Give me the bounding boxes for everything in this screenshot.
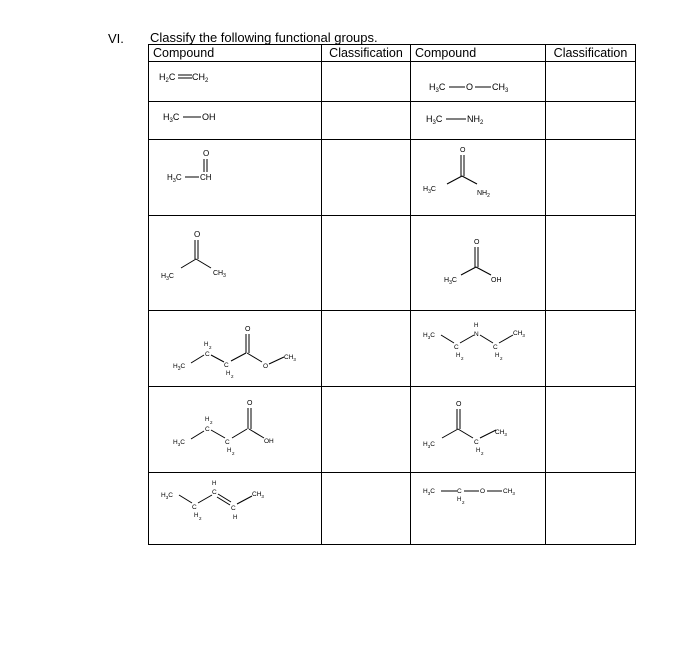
svg-text:2: 2 (209, 345, 212, 350)
dimethyl-ether-structure (411, 62, 545, 101)
header-classification-left: Classification (322, 45, 411, 62)
svg-text:2: 2 (210, 420, 213, 425)
table-row (149, 140, 636, 216)
classification-cell[interactable] (546, 387, 636, 473)
classification-cell[interactable] (546, 216, 636, 311)
svg-text:O: O (245, 326, 251, 333)
table-row (149, 102, 636, 140)
compound-cell (411, 387, 546, 473)
compound-cell (411, 473, 546, 545)
classification-cell[interactable] (322, 387, 411, 473)
ethene-structure (149, 62, 321, 101)
compound-cell (149, 473, 322, 545)
svg-text:H3C: $H_3C$ (163, 112, 180, 124)
table-row (149, 473, 636, 545)
compound-cell (149, 140, 322, 216)
diethylamine-structure (411, 311, 545, 386)
svg-text:2: 2 (232, 451, 235, 456)
acetamide-structure (411, 140, 545, 215)
svg-text:2: 2 (500, 356, 503, 361)
classification-cell[interactable] (322, 62, 411, 102)
svg-text:OH: OH (264, 438, 274, 445)
svg-text:H3C: $H_3C$ (173, 363, 186, 372)
svg-text:H3C: $H_3C$ (161, 273, 174, 282)
svg-text:O: O (456, 401, 462, 408)
header-row (149, 45, 636, 62)
svg-text:2: 2 (462, 500, 465, 505)
butanoic-acid-structure (149, 387, 321, 472)
svg-text:CH3: $CH_3$ (495, 429, 507, 437)
compound-cell (411, 311, 546, 387)
methylamine-structure (411, 102, 545, 139)
svg-text:H3C: $H_3C$ (423, 488, 435, 496)
svg-text:H3C: $H_3C$ (423, 332, 435, 340)
header-classification-right: Classification (546, 45, 636, 62)
classification-cell[interactable] (322, 311, 411, 387)
classification-cell[interactable] (546, 473, 636, 545)
svg-text:CH3: $CH_3$ (492, 82, 509, 94)
svg-text:H3C: $H_3C$ (161, 492, 173, 500)
svg-text:2: 2 (231, 374, 234, 379)
svg-text:C: C (231, 505, 236, 512)
table-row (149, 387, 636, 473)
table-row (149, 311, 636, 387)
svg-text:H: H (457, 497, 462, 503)
classification-cell[interactable] (322, 216, 411, 311)
svg-text:O: O (480, 488, 486, 495)
svg-text:H: H (474, 323, 479, 329)
classification-cell[interactable] (322, 140, 411, 216)
butanone-structure (411, 387, 545, 472)
svg-text:N: N (474, 331, 479, 338)
svg-text:O: O (460, 147, 466, 154)
table-row (149, 62, 636, 102)
svg-text:C: C (205, 351, 210, 358)
svg-text:C: C (224, 362, 229, 369)
svg-text:H3C: $H_3C$ (444, 277, 457, 286)
svg-text:H: H (227, 448, 232, 454)
svg-text:H3C: $H_3C$ (423, 186, 436, 195)
acetic-acid-structure (411, 216, 545, 310)
svg-text:O: O (466, 82, 474, 92)
compound-cell (411, 216, 546, 311)
methyl-ethyl-ether-structure (411, 473, 545, 544)
svg-text:H: H (233, 515, 238, 521)
svg-text:O: O (474, 239, 480, 246)
compound-cell (149, 62, 322, 102)
svg-text:OH: OH (491, 277, 502, 284)
svg-text:C: C (192, 504, 197, 511)
classification-cell[interactable] (322, 473, 411, 545)
svg-text:CH3: $CH_3$ (213, 270, 226, 279)
svg-text:O: O (263, 363, 269, 370)
svg-text:CH2: $CH_2$ (192, 72, 209, 84)
pentene-structure (149, 473, 321, 544)
svg-text:C: C (493, 344, 498, 351)
svg-text:C: C (457, 488, 462, 495)
compound-cell (149, 216, 322, 311)
svg-text:2: 2 (461, 356, 464, 361)
svg-text:CH: CH (200, 173, 212, 182)
svg-text:CH3: $CH_3$ (252, 491, 264, 499)
svg-text:O: O (247, 400, 253, 407)
svg-text:C: C (205, 426, 210, 433)
svg-text:NH2: $NH_2$ (477, 190, 490, 199)
svg-text:2: 2 (481, 451, 484, 456)
svg-text:H2C: $H_2C$ (159, 72, 176, 84)
classification-cell[interactable] (546, 311, 636, 387)
acetone-structure (149, 216, 321, 310)
instruction-text: Classify the following functional groups. (150, 30, 378, 45)
svg-text:C: C (212, 489, 217, 496)
classification-cell[interactable] (546, 102, 636, 140)
compound-cell (149, 102, 322, 140)
svg-text:NH2: $NH_2$ (467, 114, 484, 126)
compound-cell (411, 102, 546, 140)
compound-cell (149, 387, 322, 473)
svg-text:H3C: $H_3C$ (426, 114, 443, 126)
compound-cell (411, 62, 546, 102)
svg-text:H3C: $H_3C$ (423, 441, 435, 449)
header-compound-left: Compound (149, 45, 322, 62)
methanol-structure (149, 102, 321, 139)
svg-text:H: H (204, 342, 209, 348)
svg-text:H: H (194, 513, 199, 519)
svg-text:H3C: $H_3C$ (173, 439, 185, 447)
compound-cell (411, 140, 546, 216)
compound-cell (149, 311, 322, 387)
svg-text:O: O (194, 230, 201, 239)
svg-text:C: C (225, 439, 230, 446)
classification-cell[interactable] (546, 62, 636, 102)
svg-text:CH3: $CH_3$ (513, 330, 525, 338)
svg-text:2: 2 (199, 516, 202, 521)
svg-text:H: H (495, 353, 500, 359)
svg-text:H3C: $H_3C$ (429, 82, 446, 94)
methyl-butanoate-structure (149, 311, 321, 386)
acetaldehyde-structure (149, 140, 321, 215)
svg-text:H: H (226, 371, 231, 377)
classification-cell[interactable] (322, 102, 411, 140)
svg-text:O: O (203, 149, 210, 158)
svg-text:H: H (212, 481, 217, 487)
svg-text:H: H (205, 417, 210, 423)
table-row (149, 216, 636, 311)
section-number: VI. (108, 31, 124, 46)
svg-text:CH3: $CH_3$ (284, 354, 296, 362)
worksheet-table (148, 44, 636, 545)
svg-text:H3C: $H_3C$ (167, 173, 182, 184)
svg-text:H: H (476, 448, 481, 454)
svg-text:OH: OH (202, 112, 216, 122)
classification-cell[interactable] (546, 140, 636, 216)
svg-text:H: H (456, 353, 461, 359)
svg-text:CH3: $CH_3$ (503, 488, 515, 496)
header-compound-right: Compound (411, 45, 546, 62)
svg-text:C: C (474, 439, 479, 446)
svg-text:C: C (454, 344, 459, 351)
